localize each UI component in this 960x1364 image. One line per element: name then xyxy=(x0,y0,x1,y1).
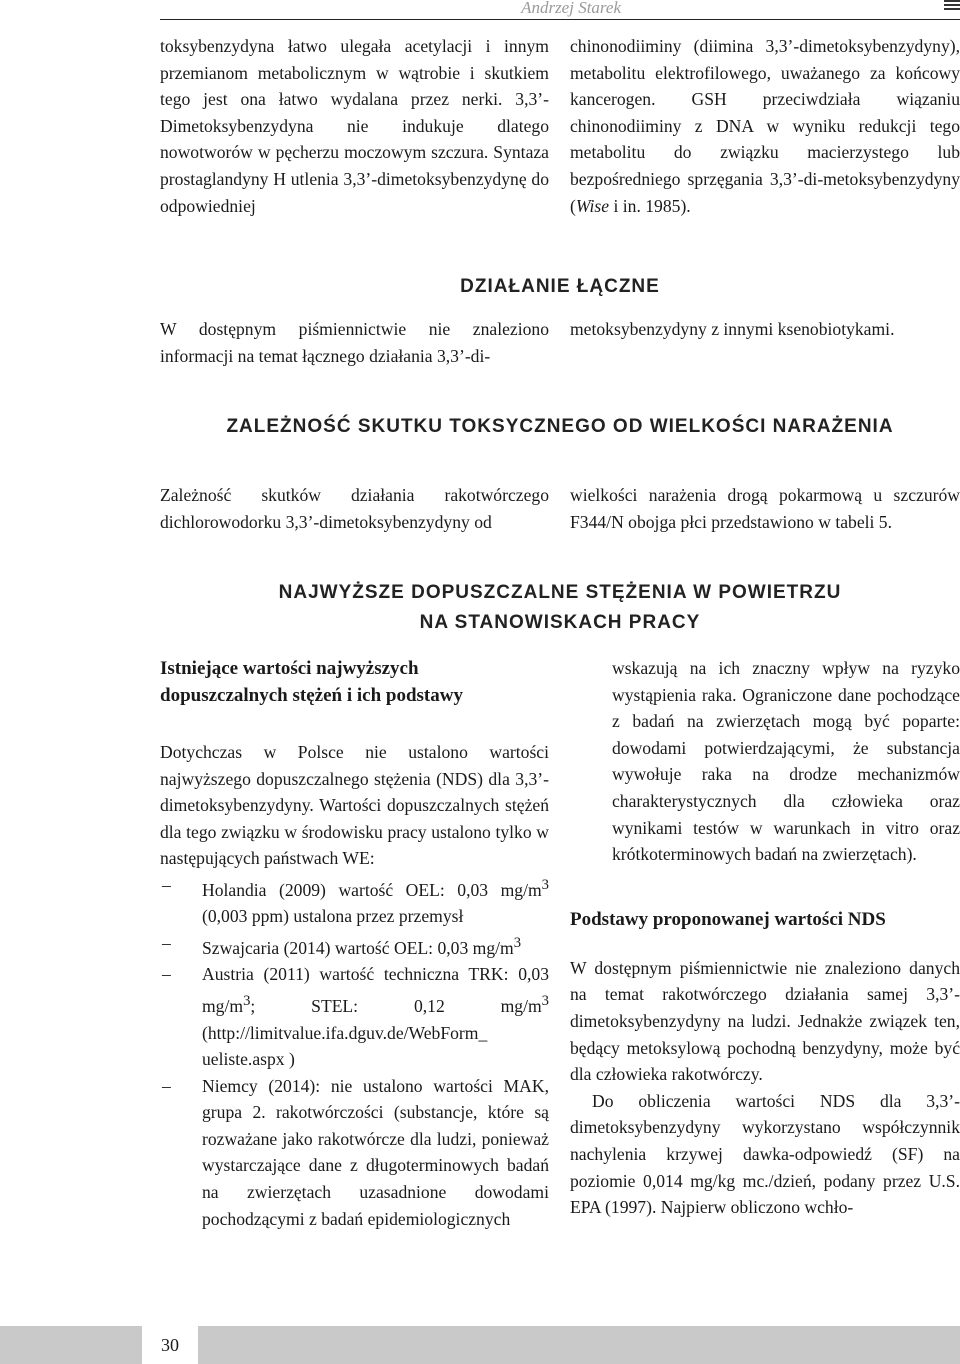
section-heading-combined-action: DZIAŁANIE ŁĄCZNE xyxy=(460,276,660,297)
section3-left-paragraph: Zależność skutków działania rakotwórczego dichlorowodorku 3,3’-dimetoksybenzydyny od xyxy=(160,485,549,532)
section2-left-paragraph: W dostępnym piśmiennictwie nie znaleziono informacji na temat łącznego działania 3,3’-di- xyxy=(160,319,549,366)
section3-right-column xyxy=(570,482,960,535)
list-item xyxy=(160,961,549,1072)
section-heading-nds-line1: NAJWYŻSZE DOPUSZCZALNE STĘŻENIA W POWIETRZU xyxy=(278,582,842,603)
running-head: Andrzej Starek xyxy=(521,0,621,17)
section4-right-column xyxy=(570,655,960,1221)
section-heading-nds-line2: NA STANOWISKACH PRACY xyxy=(419,612,701,633)
list-dash: – xyxy=(162,874,171,895)
section3-right-paragraph: wielkości narażenia drogą pokarmową u szczurów F344/N obojga płci przedstawiono w tabeli 5. xyxy=(570,485,960,532)
section1-left-column xyxy=(160,33,549,219)
section-heading-nds xyxy=(160,578,960,638)
section1-left-paragraph: toksybenzydyna łatwo ulegała acetylacji i innym przemianom metabolicznym w wątrobie i skutkiem tego jest ona łatwo wydalana przez nerki. 3,3’-Dimetoksybenzydyna nie indukuje dlatego nowotworów w pęcherzu moczowym szczura. Syntaza prostaglandyny H utlenia 3,3’-dimetoksybenzydynę do odpowiedniej xyxy=(160,36,549,216)
list-item-tail: (0,003 ppm) ustalona przez przemysł xyxy=(202,906,464,927)
proposed-nds-subheading: Podstawy proponowanej wartości NDS xyxy=(570,908,886,930)
section2-right-paragraph: metoksybenzydyny z innymi ksenobiotykami. xyxy=(570,319,895,339)
section2-right-column xyxy=(570,316,960,343)
existing-values-intro: Dotychczas w Polsce nie ustalono wartości najwyższego dopuszczalnego stężenia (NDS) dla 3,3’-dimetoksybenzydyny. Wartości dopuszczalnych stężeń dla tego związku w środowisku pracy ustalono tylko w następujących państwach WE: xyxy=(160,742,549,869)
list-dash: – xyxy=(162,933,171,954)
proposed-nds-paragraph-2: Do obliczenia wartości NDS dla 3,3’-dimetoksybenzydyny wykorzystano współczynnik nachylenia krzywej dawka-odpowiedź (SF) na poziomie 0,014 mg/kg mc./dzień, podany przez U.S. EPA (1997). Najpierw obliczono wchło- xyxy=(570,1090,960,1218)
list-dash: – xyxy=(162,964,171,985)
list-item-text: Austria (2011) wartość techniczna TRK: 0,03 mg/m xyxy=(202,964,549,1016)
section1-right-text: chinonodiiminy (diimina 3,3’-dimetoksybenzydyny), metabolitu elektrofilowego, uważanego za końcowy kancerogen. GSH przeciwdziała wiązaniu chinonodiiminy z DNA w wyniku redukcji tego metabolitu do związku macierzystego lub bezpośredniego sprzęgania 3,3’-di-metoksybenzydyny ( xyxy=(570,36,960,216)
list-item-sup: 3 xyxy=(541,876,549,893)
citation-author: Wise xyxy=(575,195,610,216)
list-item-tail: ; STEL: 0,12 mg/m xyxy=(250,995,542,1016)
list-item-url: (http://limitvalue.ifa.dguv.de/WebForm_ ueliste.aspx ) xyxy=(202,1022,488,1070)
proposed-nds-paragraph-1: W dostępnym piśmiennictwie nie znaleziono danych na temat rakotwórczego działania samej 3,3’-dimetoksybenzydyny na ludzi. Jednakże związek ten, będący metoksylową pochodną benzydyny, może być dla człowieka rakotwórczy. xyxy=(570,957,960,1085)
header-rule xyxy=(160,19,960,20)
section4-left-column xyxy=(160,655,549,1232)
list-item-text: Niemcy (2014): nie ustalono wartości MAK, grupa 2. rakotwórczości (substancje, które są rozważane jako rakotwórcze dla ludzi, ponieważ wystarczające dane z długoterminowych badań na zwierzętach uzasadnione dowodami pochodzącymi z badań epidemiologicznych xyxy=(202,1075,549,1229)
section-heading-dose-response: ZALEŻNOŚĆ SKUTKU TOKSYCZNEGO OD WIELKOŚCI NARAŻENIA xyxy=(226,416,894,437)
list-item-text: Holandia (2009) wartość OEL: 0,03 mg/m xyxy=(202,879,542,900)
section3-left-column xyxy=(160,482,549,535)
country-limits-list xyxy=(160,872,549,1232)
corner-mark xyxy=(944,0,960,14)
list-item xyxy=(160,930,549,961)
list-item-sup: 3 xyxy=(541,993,549,1010)
list-item xyxy=(160,1073,549,1233)
section1-right-column xyxy=(570,33,960,219)
list-item xyxy=(160,872,549,930)
section1-right-paragraph xyxy=(570,33,960,219)
section2-left-column xyxy=(160,316,549,369)
page-number: 30 xyxy=(142,1326,198,1364)
section1-right-text-end: i in. 1985). xyxy=(609,195,691,216)
list-continuation xyxy=(570,655,960,868)
list-item-sup: 3 xyxy=(513,935,522,952)
list-dash: – xyxy=(162,1075,171,1096)
existing-values-subheading: Istniejące wartości najwyższych dopuszczalnych stężeń i ich podstawy xyxy=(160,658,463,706)
list-item-text: Szwajcaria (2014) wartość OEL: 0,03 mg/m xyxy=(202,937,514,958)
list-item-sup: 3 xyxy=(243,993,251,1010)
list-continuation-text: wskazują na ich znaczny wpływ na ryzyko wystąpienia raka. Ograniczone dane pochodzące z badań na zwierzętach mogą być poparte: dowodami potwierdzającymi, że substancja wywołuje raka na drodze mechanizmów charakterystycznych dla człowieka oraz wynikami testów w warunkach in vitro oraz krótkoterminowych badań na zwierzętach). xyxy=(612,658,960,865)
